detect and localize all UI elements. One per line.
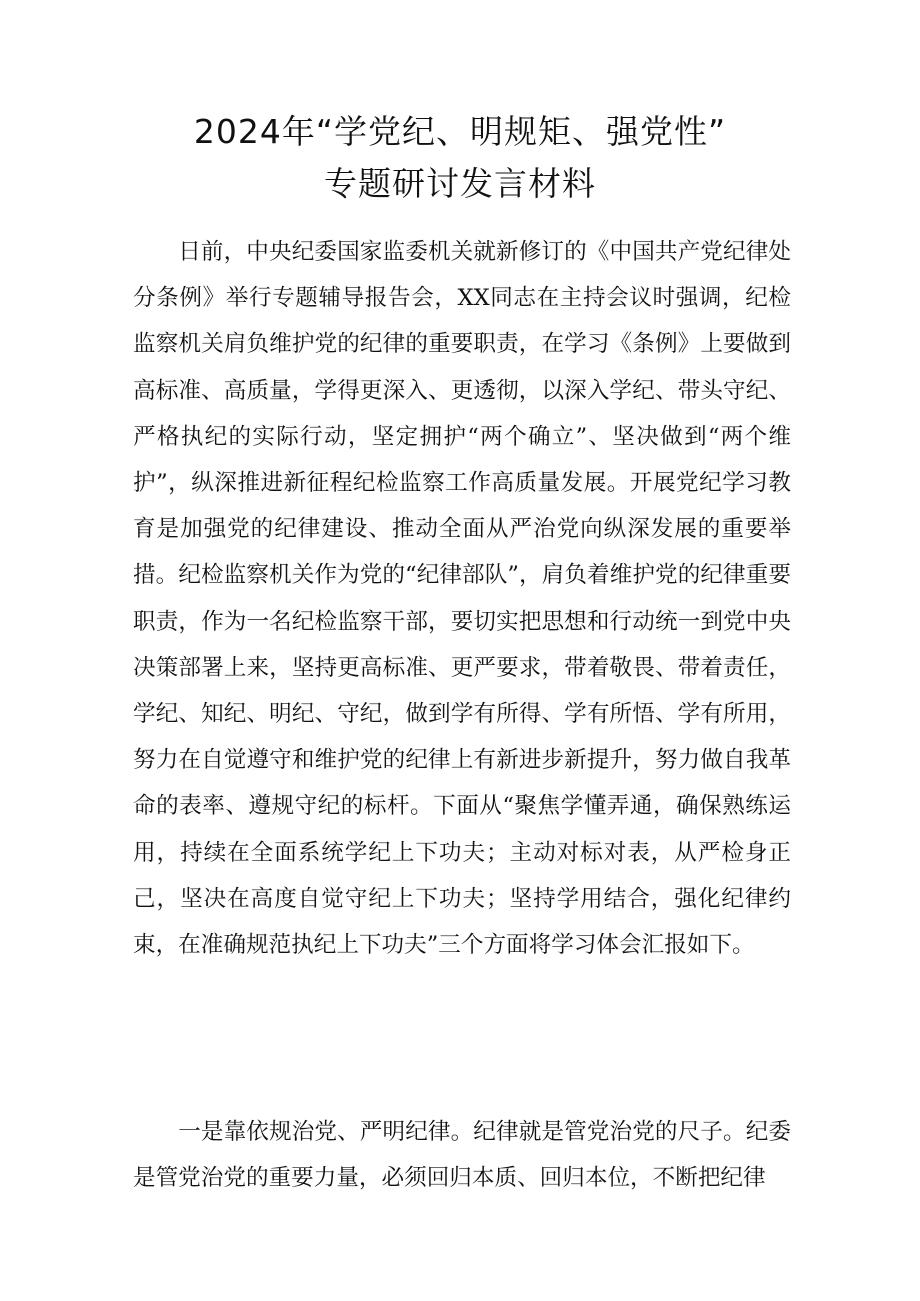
document-title-line-1: 2024年“学党纪、明规矩、强党性” — [193, 112, 727, 151]
body-paragraph-point-one — [133, 1109, 791, 1201]
paragraph-text: 日前，中央纪委国家监委机关就新修订的《中国共产党纪律处分条例》举行专题辅导报告会，XX同志在主持会议时强调，纪检监察机关肩负维护党的纪律的重要职责，在学习《条例》上要做到高标准、高质量，学得更深入、更透彻，以深入学纪、带头守纪、严格执纪的实际行动，坚定拥护“两个确立”、坚决做到“两个维护”，纵深推进新征程纪检监察工作高质量发展。开展党纪学习教育是加强党的纪律建设、推动全面从严治党向纵深发展的重要举措。纪检监察机关作为党的“纪律部队”，肩负着维护党的纪律重要职责，作为一名纪检监察干部，要切实把思想和行动统一到党中央决策部署上来，坚持更高标准、更严要求，带着敬畏、带着责任，学纪、知纪、明纪、守纪，做到学有所得、学有所悟、学有所用，努力在自觉遵守和维护党的纪律上有新进步新提升，努力做自我革命的表率、遵规守纪的标杆。下面从“聚焦学懂弄通，确保熟练运用，持续在全面系统学纪上下功夫；主动对标对表，从严检身正己，坚决在高度自觉守纪上下功夫；坚持学用结合，强化纪律约束，在准确规范执纪上下功夫”三个方面将学习体会汇报如下。 — [133, 239, 791, 959]
body-paragraph-intro — [133, 229, 791, 968]
document-title-line-2: 专题研讨发言材料 — [324, 164, 596, 203]
paragraph-text: 一是靠依规治党、严明纪律。纪律就是管党治党的尺子。纪委是管党治党的重要力量，必须回归本质、回归本位，不断把纪律 — [133, 1119, 791, 1192]
